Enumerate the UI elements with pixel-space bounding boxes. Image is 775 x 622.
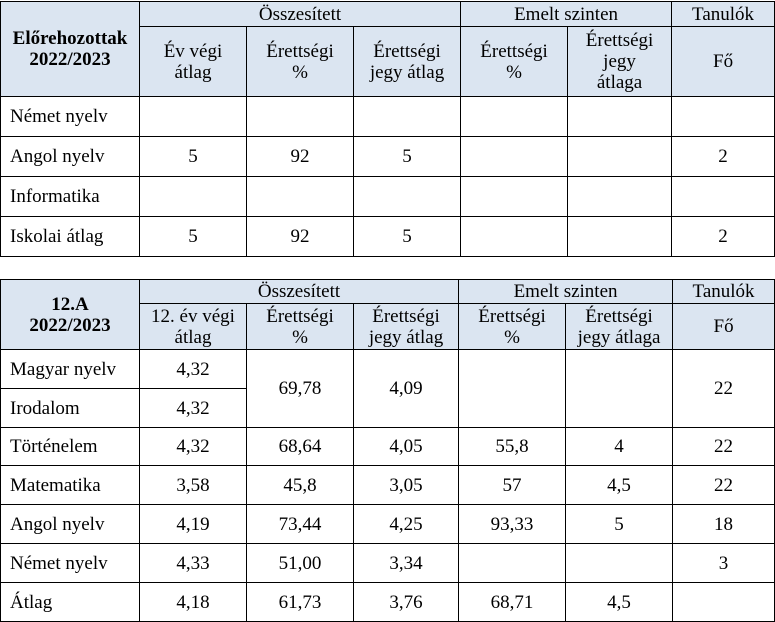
cell: 45,8	[247, 466, 354, 505]
cell: 3,34	[354, 544, 459, 583]
cell: 5	[140, 217, 247, 257]
cell	[461, 217, 568, 257]
cell: 69,78	[247, 350, 354, 428]
cell: 4	[566, 428, 673, 466]
cell: 51,00	[247, 544, 354, 583]
cell: 4,32	[140, 428, 247, 466]
row-label: Német nyelv	[1, 544, 140, 583]
cell	[247, 177, 354, 217]
cell	[568, 97, 672, 137]
cell: 68,71	[459, 583, 566, 622]
cell: 5	[566, 505, 673, 544]
cell	[140, 177, 247, 217]
cell: 4,33	[140, 544, 247, 583]
cell: 3,76	[354, 583, 459, 622]
cell: 22	[673, 350, 775, 428]
row-label: Matematika	[1, 466, 140, 505]
table-row	[1, 466, 775, 505]
group-header-emelt: Emelt szinten	[461, 2, 672, 27]
row-label: Informatika	[1, 177, 140, 217]
cell	[672, 177, 775, 217]
cell	[566, 544, 673, 583]
cell	[354, 177, 461, 217]
column-header: Érettségi %	[461, 27, 568, 97]
cell: 5	[140, 137, 247, 177]
cell: 3,05	[354, 466, 459, 505]
cell	[673, 583, 775, 622]
column-header: Érettségi jegy átlaga	[566, 304, 673, 350]
cell	[568, 217, 672, 257]
cell: 73,44	[247, 505, 354, 544]
cell: 55,8	[459, 428, 566, 466]
row-label: Német nyelv	[1, 97, 140, 137]
table-row	[1, 97, 775, 137]
cell: 4,32	[140, 389, 247, 428]
table-corner: 12.A 2022/2023	[1, 280, 140, 350]
cell: 68,64	[247, 428, 354, 466]
column-header: Érettségi %	[247, 27, 354, 97]
column-header: 12. év végi átlag	[140, 304, 247, 350]
cell	[461, 97, 568, 137]
cell: 18	[673, 505, 775, 544]
table-row	[1, 505, 775, 544]
cell	[354, 97, 461, 137]
cell	[459, 544, 566, 583]
cell	[568, 177, 672, 217]
cell: 3,58	[140, 466, 247, 505]
group-header-tanulok: Tanulók	[672, 2, 775, 27]
table-row	[1, 428, 775, 466]
group-header-osszesitett: Összesített	[140, 2, 461, 27]
column-header: Fő	[673, 304, 775, 350]
table-elorehozottak	[0, 1, 775, 257]
table-12a	[0, 279, 775, 622]
cell: 93,33	[459, 505, 566, 544]
cell: 57	[459, 466, 566, 505]
cell: 4,18	[140, 583, 247, 622]
column-header: Érettségi %	[247, 304, 354, 350]
table-row	[1, 177, 775, 217]
cell	[247, 97, 354, 137]
group-header-osszesitett: Összesített	[140, 280, 459, 304]
cell	[461, 177, 568, 217]
cell: 4,5	[566, 466, 673, 505]
cell	[672, 97, 775, 137]
cell: 92	[247, 217, 354, 257]
cell: 3	[673, 544, 775, 583]
row-label: Iskolai átlag	[1, 217, 140, 257]
cell: 4,05	[354, 428, 459, 466]
column-header: Érettségi jegy átlag	[354, 27, 461, 97]
table-row	[1, 583, 775, 622]
column-header: Érettségi %	[459, 304, 566, 350]
row-label: Átlag	[1, 583, 140, 622]
table-corner: Előrehozottak 2022/2023	[1, 2, 140, 97]
cell	[568, 137, 672, 177]
cell: 92	[247, 137, 354, 177]
row-label: Angol nyelv	[1, 137, 140, 177]
table-row	[1, 350, 775, 389]
column-header: Érettségi jegy átlag	[354, 304, 459, 350]
cell: 2	[672, 137, 775, 177]
cell: 4,32	[140, 350, 247, 389]
cell	[566, 350, 673, 428]
row-label: Angol nyelv	[1, 505, 140, 544]
cell	[459, 350, 566, 428]
group-header-emelt: Emelt szinten	[459, 280, 673, 304]
cell: 22	[673, 428, 775, 466]
cell: 4,09	[354, 350, 459, 428]
cell: 5	[354, 217, 461, 257]
cell: 61,73	[247, 583, 354, 622]
table-row	[1, 217, 775, 257]
cell: 4,19	[140, 505, 247, 544]
table-row	[1, 544, 775, 583]
cell: 4,5	[566, 583, 673, 622]
column-header: Fő	[672, 27, 775, 97]
row-label: Magyar nyelv	[1, 350, 140, 389]
cell	[140, 97, 247, 137]
column-header: Év végi átlag	[140, 27, 247, 97]
cell: 22	[673, 466, 775, 505]
cell: 4,25	[354, 505, 459, 544]
row-label: Irodalom	[1, 389, 140, 428]
column-header: Érettségi jegy átlaga	[568, 27, 672, 97]
cell: 5	[354, 137, 461, 177]
cell: 2	[672, 217, 775, 257]
table-row	[1, 137, 775, 177]
row-label: Történelem	[1, 428, 140, 466]
cell	[461, 137, 568, 177]
group-header-tanulok: Tanulók	[673, 280, 775, 304]
